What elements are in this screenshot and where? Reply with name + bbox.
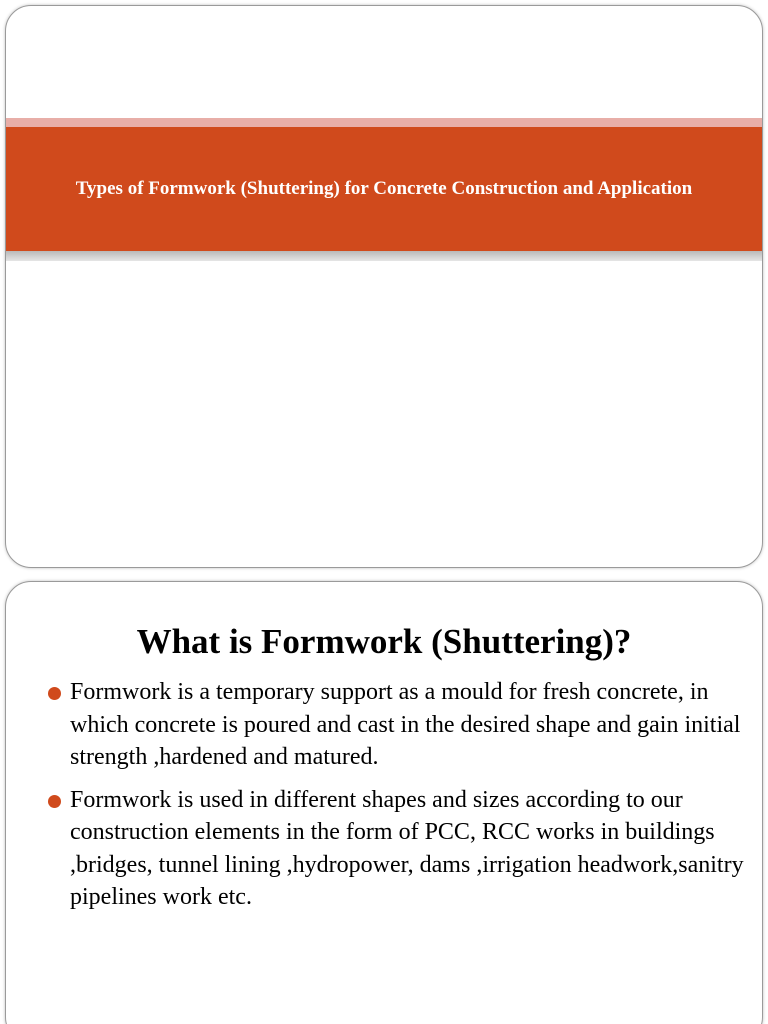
bullet-dot-icon [48,795,61,808]
bullet-list [46,676,746,924]
bullet-dot-icon [48,687,61,700]
slide-title: Types of Formwork (Shuttering) for Concrete Construction and Application [75,178,693,199]
title-band-top-line [6,118,762,127]
slide-2 [5,581,763,1024]
bullet-item [46,676,746,774]
title-band-shadow [6,251,762,261]
slide-1 [5,5,763,568]
slide-heading: What is Formwork (Shuttering)? [136,622,632,661]
bullet-item [46,784,746,914]
bullet-text: Formwork is a temporary support as a mould for fresh concrete, in which concrete is poured and cast in the desired shape and gain initial strength ,hardened and matured. [70,679,741,770]
bullet-text: Formwork is used in different shapes and sizes according to our construction elements in the form of PCC, RCC works in buildings ,bridges, tunnel lining ,hydropower, dams ,irrigation headwork,sanitry pipelines work etc. [70,786,744,910]
title-band [6,127,762,251]
